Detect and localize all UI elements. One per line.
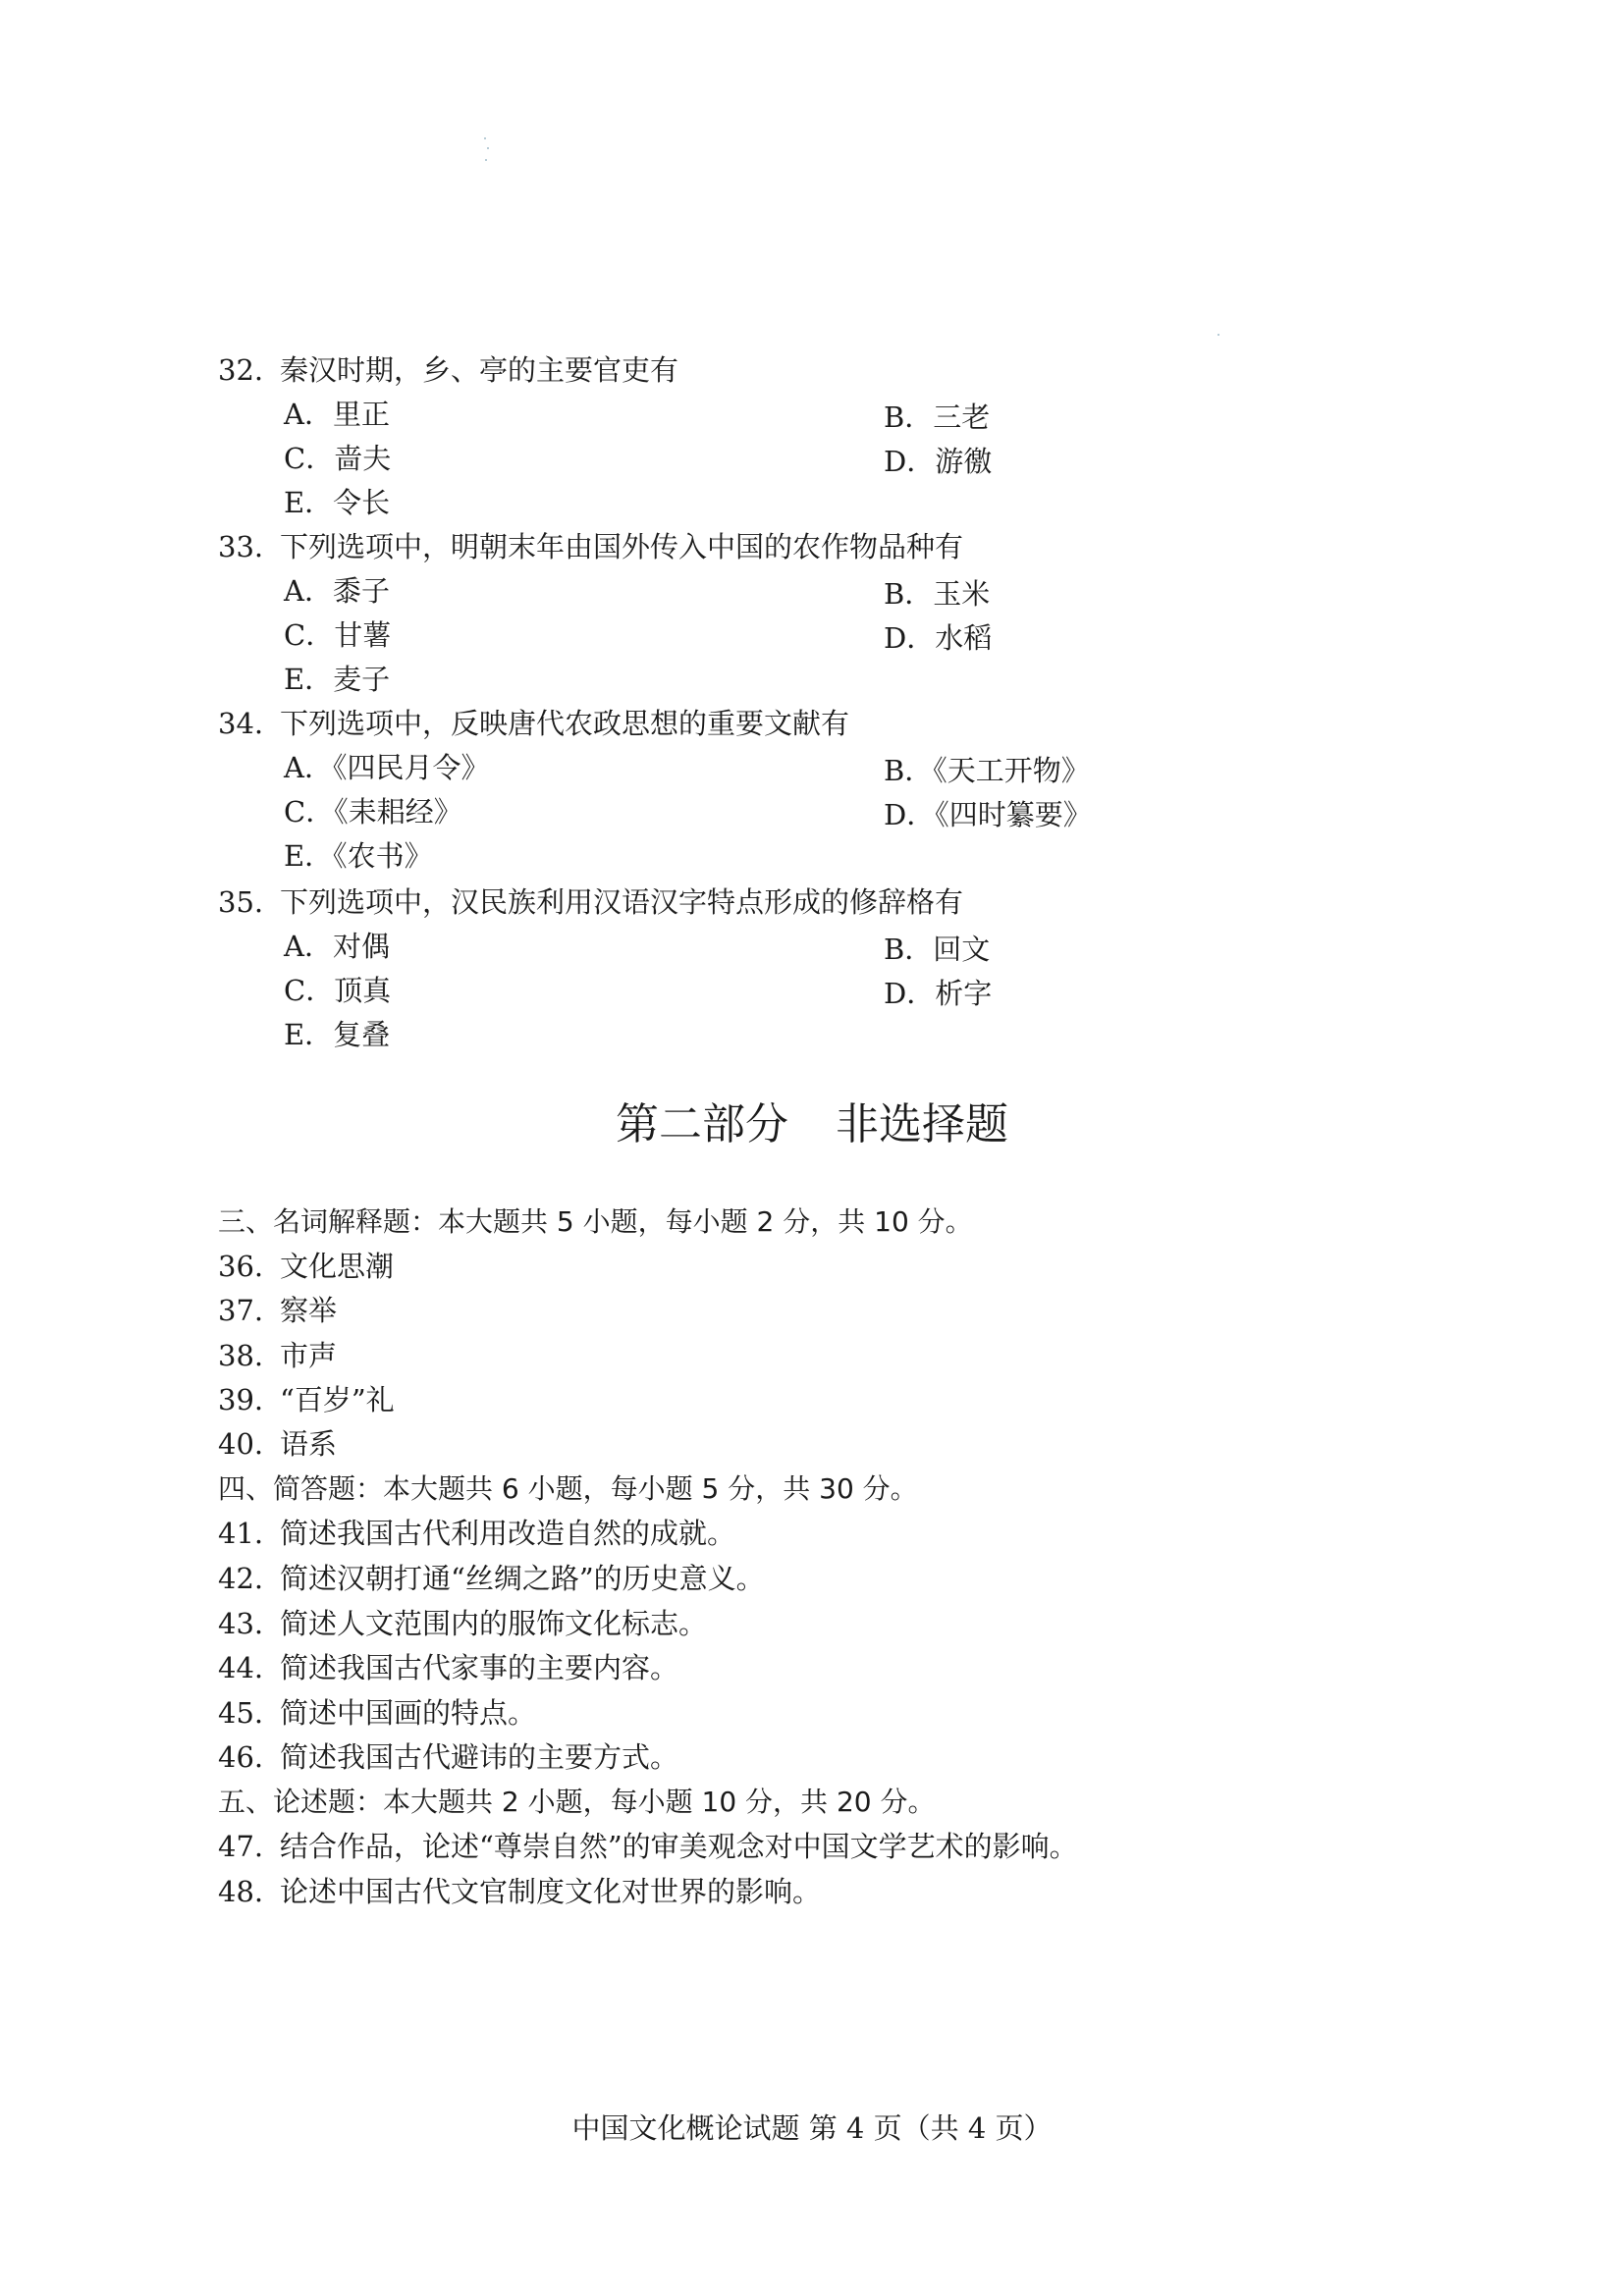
scan-speck xyxy=(1218,334,1219,336)
option-c: C．啬夫 xyxy=(284,442,392,475)
section-title-5: 五、论述题：本大题共 2 小题，每小题 10 分，共 20 分。 xyxy=(218,1786,936,1818)
option-b: B．玉米 xyxy=(884,577,991,611)
item-text: 简述我国古代利用改造自然的成就。 xyxy=(280,1517,736,1550)
item-number: 46. xyxy=(218,1740,264,1774)
option-b: B．回文 xyxy=(884,933,991,966)
item-number: 45. xyxy=(218,1696,264,1730)
question-number: 35. xyxy=(218,885,264,919)
item-number: 41. xyxy=(218,1517,264,1550)
option-d: D．水稻 xyxy=(884,621,993,655)
item-number: 39. xyxy=(218,1383,264,1416)
option-b: B．三老 xyxy=(884,400,991,434)
scan-speck xyxy=(484,137,486,139)
option-e: E．麦子 xyxy=(284,663,391,696)
part-heading-left: 第二部分 xyxy=(616,1099,788,1149)
question-text: 秦汉时期，乡、亭的主要官吏有 xyxy=(280,353,679,387)
option-a: A．里正 xyxy=(284,398,390,431)
question-number: 33. xyxy=(218,530,264,563)
item-number: 48. xyxy=(218,1875,264,1908)
item-text: 市声 xyxy=(280,1339,338,1372)
item-text: 文化思潮 xyxy=(280,1250,395,1283)
item-text: 语系 xyxy=(280,1427,338,1461)
question-text: 下列选项中，明朝末年由国外传入中国的农作物品种有 xyxy=(280,530,964,563)
section-title-4: 四、简答题：本大题共 6 小题，每小题 5 分，共 30 分。 xyxy=(218,1472,918,1505)
question-number: 34. xyxy=(218,707,264,740)
option-d: D．析字 xyxy=(884,977,993,1010)
item-number: 44. xyxy=(218,1651,264,1684)
option-c: C．甘薯 xyxy=(284,618,392,652)
item-number: 40. xyxy=(218,1427,264,1461)
question-text: 下列选项中，反映唐代农政思想的重要文献有 xyxy=(280,707,850,740)
option-b: B．《天工开物》 xyxy=(884,754,1090,787)
item-number: 47. xyxy=(218,1830,264,1863)
question-text: 下列选项中，汉民族利用汉语汉字特点形成的修辞格有 xyxy=(280,885,964,919)
question-number: 32. xyxy=(218,353,264,387)
option-c: C．《耒耜经》 xyxy=(284,795,462,828)
item-number: 38. xyxy=(218,1339,264,1372)
item-text: 简述我国古代避讳的主要方式。 xyxy=(280,1740,679,1774)
scan-speck xyxy=(487,147,489,149)
option-a: A．黍子 xyxy=(284,574,390,608)
item-number: 42. xyxy=(218,1562,264,1595)
option-a: A．对偶 xyxy=(284,930,390,963)
item-text: 简述汉朝打通“丝绸之路”的历史意义。 xyxy=(280,1562,765,1595)
item-text: 结合作品，论述“尊崇自然”的审美观念对中国文学艺术的影响。 xyxy=(280,1830,1078,1863)
option-a: A．《四民月令》 xyxy=(284,751,490,784)
item-text: 察举 xyxy=(280,1294,338,1327)
option-c: C．顶真 xyxy=(284,974,392,1007)
item-text: 简述人文范围内的服饰文化标志。 xyxy=(280,1607,708,1640)
item-text: 论述中国古代文官制度文化对世界的影响。 xyxy=(280,1875,822,1908)
option-e: E．令长 xyxy=(284,486,391,519)
item-text: “百岁”礼 xyxy=(280,1383,395,1416)
scan-speck xyxy=(485,159,487,161)
item-text: 简述中国画的特点。 xyxy=(280,1696,537,1730)
part-heading xyxy=(0,1097,1624,1152)
option-e: E．《农书》 xyxy=(284,839,433,873)
option-d: D．游徼 xyxy=(884,445,993,478)
part-heading-right: 非选择题 xyxy=(836,1099,1008,1149)
item-number: 37. xyxy=(218,1294,264,1327)
section-title-3: 三、名词解释题：本大题共 5 小题，每小题 2 分，共 10 分。 xyxy=(218,1205,973,1238)
item-number: 36. xyxy=(218,1250,264,1283)
item-number: 43. xyxy=(218,1607,264,1640)
item-text: 简述我国古代家事的主要内容。 xyxy=(280,1651,679,1684)
option-d: D．《四时纂要》 xyxy=(884,798,1092,831)
option-e: E．复叠 xyxy=(284,1018,391,1051)
page-footer: 中国文化概论试题 第 4 页（共 4 页） xyxy=(571,2111,1053,2145)
